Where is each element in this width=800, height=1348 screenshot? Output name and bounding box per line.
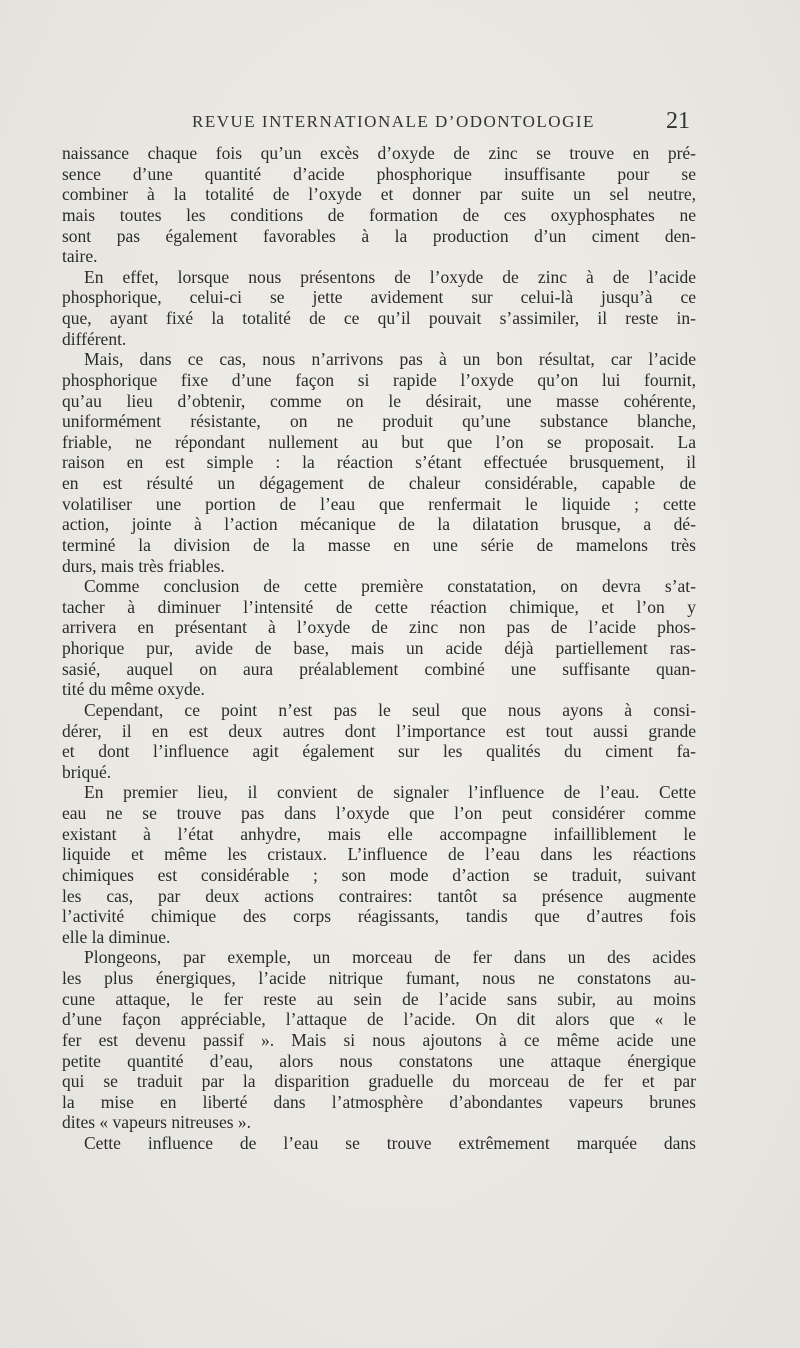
text-line: tacher à diminuer l’intensité de cette réaction chimique, et l’on y	[62, 596, 696, 617]
text-line: phosphorique, celui-ci se jette avidement sur celui-là jusqu’à ce	[62, 287, 696, 308]
text-line: différent.	[62, 328, 127, 349]
text-line: friable, ne répondant nullement au but que l’on se proposait. La	[62, 431, 696, 452]
text-line: Cependant, ce point n’est pas le seul que nous ayons à consi-	[84, 699, 696, 720]
text-line: volatiliser une portion de l’eau que renfermait le liquide ; cette	[62, 493, 696, 514]
text-line: dérer, il en est deux autres dont l’importance est tout aussi grande	[62, 720, 696, 741]
text-line: fer est devenu passif ». Mais si nous ajoutons à ce même acide une	[62, 1029, 696, 1050]
text-line: l’activité chimique des corps réagissants, tandis que d’autres fois	[62, 906, 696, 927]
text-line: uniformément résistante, on ne produit qu’une substance blanche,	[62, 411, 696, 432]
text-line: qu’au lieu d’obtenir, comme on le désirait, une masse cohérente,	[62, 390, 696, 411]
running-header	[62, 108, 690, 136]
text-line: liquide et même les cristaux. L’influence de l’eau dans les réactions	[62, 844, 696, 865]
text-line: eau ne se trouve pas dans l’oxyde que l’on peut considérer comme	[62, 803, 696, 823]
text-line: Mais, dans ce cas, nous n’arrivons pas à un bon résultat, car l’acide	[84, 349, 696, 370]
text-line: les plus énergiques, l’acide nitrique fumant, nous ne constatons au-	[62, 968, 696, 988]
text-line: Comme conclusion de cette première constatation, on devra s’at-	[84, 576, 696, 597]
text-line: qui se traduit par la disparition graduelle du morceau de fer et par	[62, 1071, 696, 1092]
page-number: 21	[666, 108, 690, 134]
text-line: dites « vapeurs nitreuses ».	[62, 1112, 252, 1133]
text-line: naissance chaque fois qu’un excès d’oxyde de zinc se trouve en pré-	[62, 143, 696, 163]
text-line: En effet, lorsque nous présentons de l’oxyde de zinc à de l’acide	[84, 266, 696, 287]
text-line: action, jointe à l’action mécanique de la dilatation brusque, a dé-	[62, 514, 696, 535]
text-line: la mise en liberté dans l’atmosphère d’abondantes vapeurs brunes	[62, 1091, 696, 1112]
text-line: existant à l’état anhydre, mais elle accompagne infailliblement le	[62, 823, 696, 844]
text-line: elle la diminue.	[62, 926, 171, 947]
text-line: taire.	[62, 246, 98, 267]
text-line: combiner à la totalité de l’oxyde et donner par suite un sel neutre,	[62, 184, 696, 205]
text-line: en est résulté un dégagement de chaleur considérable, capable de	[62, 473, 696, 493]
text-line: les cas, par deux actions contraires: tantôt sa présence augmente	[62, 885, 696, 906]
text-line: sence d’une quantité d’acide phosphorique insuffisante pour se	[62, 163, 696, 184]
running-title: REVUE INTERNATIONALE D’ODONTOLOGIE	[192, 112, 595, 131]
text-line: durs, mais très friables.	[62, 555, 225, 576]
text-line: chimiques est considérable ; son mode d’action se traduit, suivant	[62, 864, 696, 885]
text-line: raison en est simple : la réaction s’étant effectuée brusquement, il	[62, 452, 696, 473]
text-line: arrivera en présentant à l’oxyde de zinc non pas de l’acide phos-	[62, 617, 696, 638]
text-line: que, ayant fixé la totalité de ce qu’il pouvait s’assimiler, il reste in-	[62, 308, 696, 328]
body-text	[62, 143, 696, 1154]
text-line: d’une façon appréciable, l’attaque de l’acide. On dit alors que « le	[62, 1009, 696, 1030]
text-line: cune attaque, le fer reste au sein de l’acide sans subir, au moins	[62, 988, 696, 1009]
text-line: En premier lieu, il convient de signaler l’influence de l’eau. Cette	[84, 782, 696, 803]
text-line: Plongeons, par exemple, un morceau de fer dans un des acides	[84, 947, 696, 968]
text-line: petite quantité d’eau, alors nous constatons une attaque énergique	[62, 1050, 696, 1071]
text-line: briqué.	[62, 761, 112, 782]
text-line: Cette influence de l’eau se trouve extrêmement marquée dans	[84, 1133, 696, 1153]
text-line: sont pas également favorables à la production d’un ciment den-	[62, 225, 696, 246]
text-line: tité du même oxyde.	[62, 679, 205, 700]
text-line: et dont l’influence agit également sur les qualités du ciment fa-	[62, 741, 696, 762]
text-line: mais toutes les conditions de formation de ces oxyphosphates ne	[62, 204, 696, 225]
text-line: phosphorique fixe d’une façon si rapide l’oxyde qu’on lui fournit,	[62, 369, 696, 390]
text-line: terminé la division de la masse en une série de mamelons très	[62, 534, 696, 555]
text-line: phorique pur, avide de base, mais un acide déjà partiellement ras-	[62, 638, 696, 658]
text-line: sasié, auquel on aura préalablement combiné une suffisante quan-	[62, 658, 696, 679]
